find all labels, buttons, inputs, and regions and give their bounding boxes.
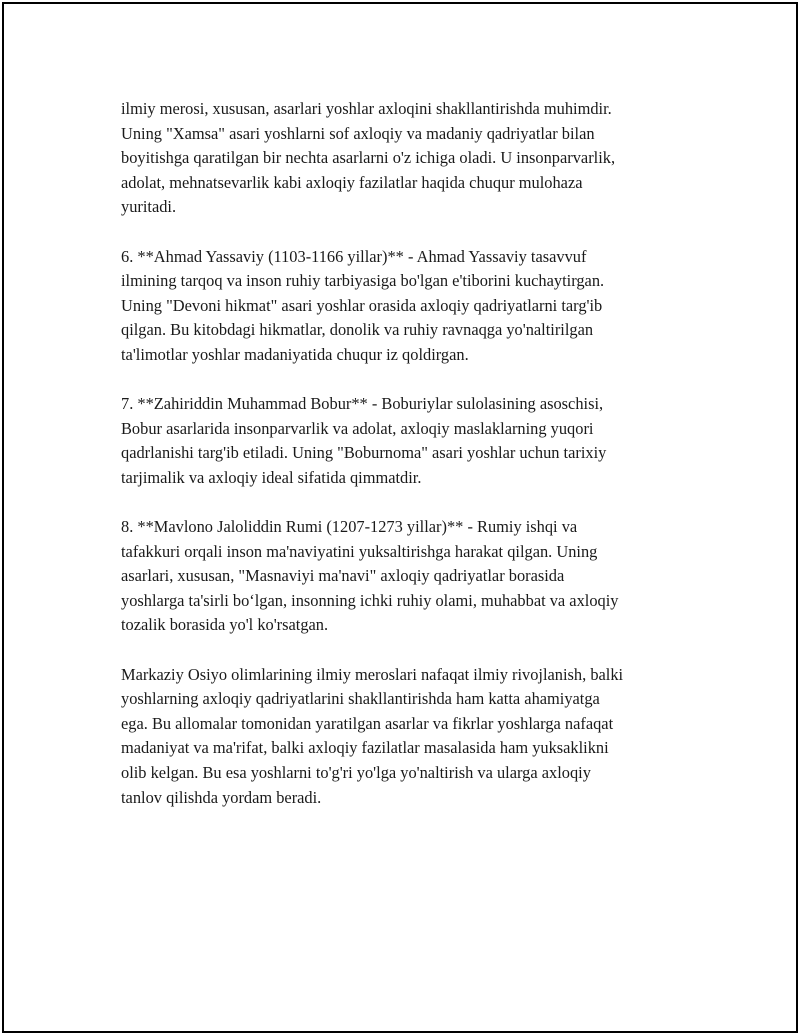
text-line: Uning "Xamsa" asari yoshlarni sof axloqiy va madaniy qadriyatlar bilan: [121, 123, 595, 143]
text-line: ilmiy merosi, xususan, asarlari yoshlar axloqini shakllantirishda muhimdir.: [121, 99, 612, 118]
text-line: ega. Bu allomalar tomonidan yaratilgan asarlar va fikrlar yoshlarga nafaqat: [121, 713, 614, 733]
paragraph-rumi: [121, 515, 701, 638]
text-line: ta'limotlar yoshlar madaniyatida chuqur iz qoldirgan.: [121, 344, 469, 364]
text-line: tozalik borasida yo'l ko'rsatgan.: [121, 615, 329, 635]
document-body: [121, 97, 701, 835]
text-line: ilmining tarqoq va inson ruhiy tarbiyasiga bo'lgan e'tiborini kuchaytirgan.: [121, 271, 605, 291]
paragraph-conclusion: [121, 663, 701, 811]
text-line: asarlari, xususan, "Masnaviyi ma'navi" axloqiy qadriyatlar borasida: [121, 566, 565, 586]
text-line: Markaziy Osiyo olimlarining ilmiy meroslari nafaqat ilmiy rivojlanish, balki: [121, 664, 624, 684]
text-line: yoshlarga ta'sirli bo‘lgan, insonning ichki ruhiy olami, muhabbat va axloqiy: [121, 590, 619, 610]
paragraph-bobur: [121, 392, 701, 490]
text-line: Bobur asarlarida insonparvarlik va adolat, axloqiy maslaklarning yuqori: [121, 418, 594, 438]
paragraph-navoi-continuation: [121, 97, 701, 220]
text-line: 8. **Mavlono Jaloliddin Rumi (1207-1273 yillar)** - Rumiy ishqi va: [121, 517, 578, 537]
text-line: qadrlanishi targ'ib etiladi. Uning "Boburnoma" asari yoshlar uchun tarixiy: [121, 443, 607, 463]
text-line: 7. **Zahiriddin Muhammad Bobur** - Boburiylar sulolasining asoschisi,: [121, 394, 604, 414]
text-line: 6. **Ahmad Yassaviy (1103-1166 yillar)** - Ahmad Yassaviy tasavvuf: [121, 246, 587, 266]
text-line: adolat, mehnatsevarlik kabi axloqiy fazilatlar haqida chuqur mulohaza: [121, 172, 583, 192]
text-line: olib kelgan. Bu esa yoshlarni to'g'ri yo'lga yo'naltirish va ularga axloqiy: [121, 763, 591, 783]
text-line: madaniyat va ma'rifat, balki axloqiy fazilatlar masalasida ham yuksaklikni: [121, 738, 609, 758]
text-line: tanlov qilishda yordam beradi.: [121, 787, 322, 807]
paragraph-yassaviy: [121, 245, 701, 368]
text-line: qilgan. Bu kitobdagi hikmatlar, donolik va ruhiy ravnaqga yo'naltirilgan: [121, 320, 594, 340]
text-line: Uning "Devoni hikmat" asari yoshlar orasida axloqiy qadriyatlarni targ'ib: [121, 295, 603, 315]
text-line: yoshlarning axloqiy qadriyatlarini shakllantirishda ham katta ahamiyatga: [121, 689, 600, 709]
text-line: boyitishga qaratilgan bir nechta asarlarni o'z ichiga oladi. U insonparvarlik,: [121, 148, 616, 168]
text-line: tarjimalik va axloqiy ideal sifatida qimmatdir.: [121, 467, 422, 487]
text-line: tafakkuri orqali inson ma'naviyatini yuksaltirishga harakat qilgan. Uning: [121, 541, 598, 561]
page-frame: [2, 2, 798, 1033]
text-line: yuritadi.: [121, 197, 177, 217]
